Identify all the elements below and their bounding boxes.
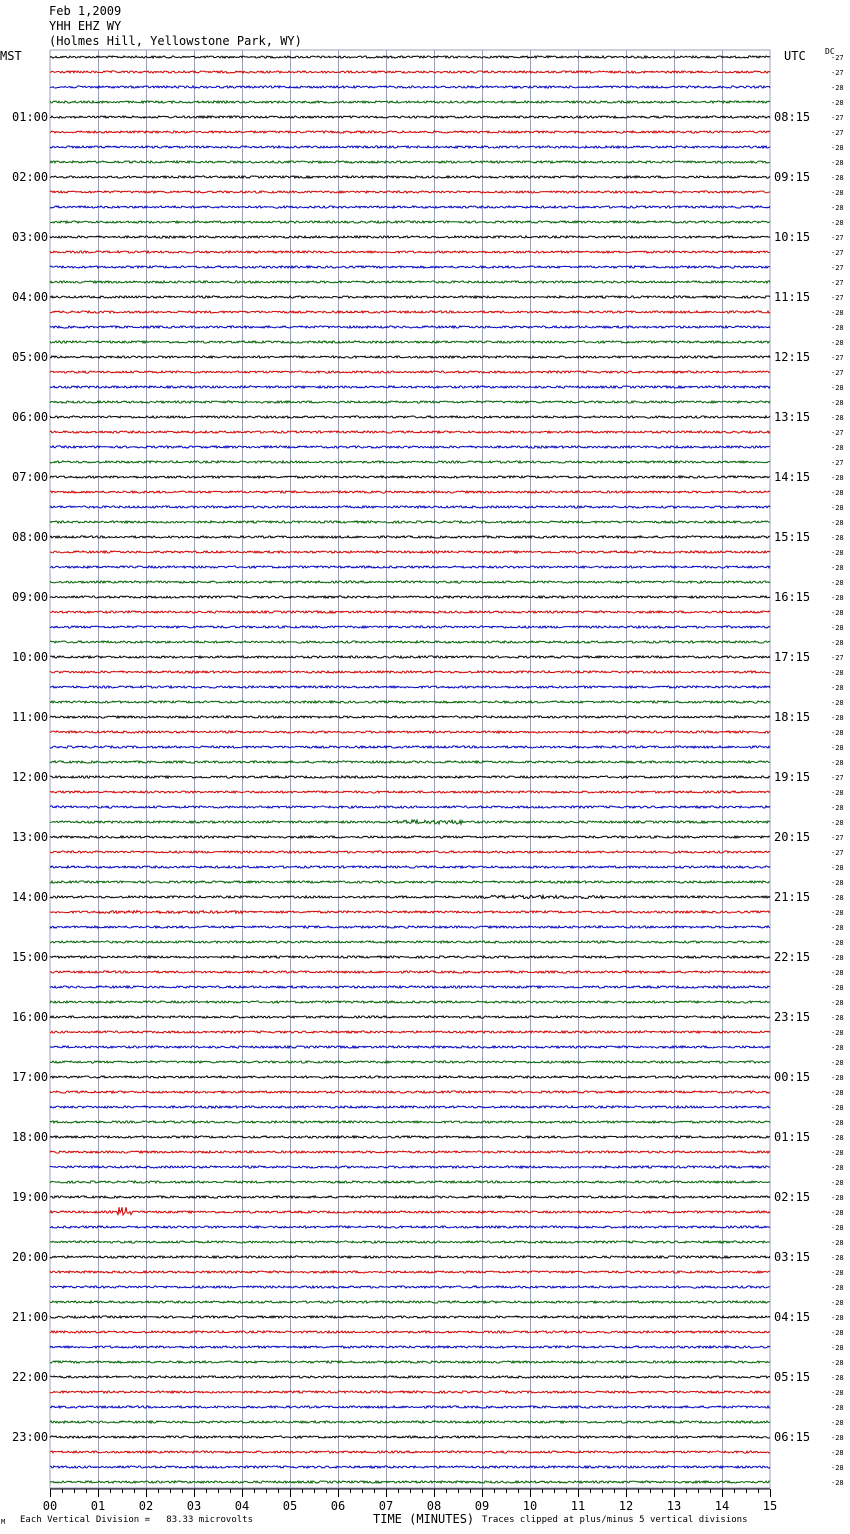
dc-offset-label: -28 (831, 759, 844, 767)
dc-offset-label: -28 (831, 324, 844, 332)
trace-line (50, 1226, 770, 1228)
dc-offset-label: -28 (831, 1464, 844, 1472)
dc-offset-label: -28 (831, 1344, 844, 1352)
trace-line (50, 311, 770, 313)
dc-offset-label: -28 (831, 384, 844, 392)
trace-line (50, 881, 770, 883)
dc-offset-label: -28 (831, 1419, 844, 1427)
dc-offset-label: -27 (831, 114, 844, 122)
dc-offset-label: -28 (831, 1254, 844, 1262)
dc-offset-label: -28 (831, 1119, 844, 1127)
trace-line (50, 656, 770, 658)
mst-hour-label: 10:00 (12, 650, 49, 664)
dc-offset-label: -27 (831, 849, 844, 857)
mst-hour-labels (12, 110, 48, 1444)
trace-line (50, 536, 770, 538)
dc-offset-label: -27 (831, 774, 844, 782)
dc-offset-label: -28 (831, 489, 844, 497)
dc-offset-label: -28 (831, 924, 844, 932)
x-tick-label: 11 (570, 1499, 586, 1513)
dc-offset-label: -28 (831, 1239, 844, 1247)
dc-offset-label: -28 (831, 474, 844, 482)
dc-offset-label: -28 (831, 594, 844, 602)
utc-hour-label: 19:15 (774, 770, 811, 784)
trace-line (50, 1256, 770, 1258)
x-tick-label: 14 (714, 1499, 730, 1513)
trace-line (50, 386, 770, 388)
trace-line (50, 146, 770, 148)
trace-line (50, 1106, 770, 1108)
trace-line (50, 281, 770, 283)
trace-line (50, 71, 770, 73)
trace-line (50, 1286, 770, 1288)
trace-line (50, 131, 770, 133)
dc-offset-label: -28 (831, 1224, 844, 1232)
dc-offset-label: -27 (831, 249, 844, 257)
dc-offset-label: -27 (831, 294, 844, 302)
trace-line (50, 1046, 770, 1048)
trace-line (50, 1121, 770, 1123)
mst-hour-label: 09:00 (12, 590, 49, 604)
dc-offset-label: -28 (831, 894, 844, 902)
dc-offset-label: -27 (831, 54, 844, 62)
dc-offset-label: -28 (831, 984, 844, 992)
trace-line (50, 836, 770, 838)
mst-hour-label: 13:00 (12, 830, 49, 844)
trace-line (50, 431, 770, 433)
mst-hour-label: 04:00 (12, 290, 49, 304)
dc-offset-label: -28 (831, 909, 844, 917)
dc-offset-label: -28 (831, 1404, 844, 1412)
dc-offset-label: -28 (831, 1194, 844, 1202)
dc-offset-label: -28 (831, 159, 844, 167)
trace-line (50, 1421, 770, 1423)
trace-line (50, 191, 770, 193)
mst-hour-label: 05:00 (12, 350, 49, 364)
dc-offset-label: -28 (831, 1029, 844, 1037)
dc-offset-label: -28 (831, 174, 844, 182)
trace-line (50, 1166, 770, 1168)
dc-offset-label: -28 (831, 789, 844, 797)
trace-line (50, 116, 770, 118)
utc-hour-label: 15:15 (774, 530, 811, 544)
trace-line (50, 266, 770, 268)
dc-offset-label: -28 (831, 1059, 844, 1067)
mst-hour-label: 08:00 (12, 530, 49, 544)
utc-hour-label: 09:15 (774, 170, 811, 184)
corner-mark: M (1, 1518, 6, 1526)
trace-line (50, 1451, 770, 1453)
dc-offset-label: -28 (831, 1299, 844, 1307)
trace-line (50, 416, 770, 418)
trace-line (50, 1361, 770, 1363)
dc-offset-label: -27 (831, 834, 844, 842)
x-tick-label: 04 (234, 1499, 250, 1513)
utc-hour-label: 13:15 (774, 410, 811, 424)
utc-hour-label: 14:15 (774, 470, 811, 484)
utc-hour-label: 20:15 (774, 830, 811, 844)
trace-line (50, 671, 770, 673)
dc-offset-label: -28 (831, 1374, 844, 1382)
trace-line (50, 521, 770, 523)
dc-offset-header: DC (825, 47, 835, 56)
dc-offset-label: -28 (831, 969, 844, 977)
dc-offset-label: -28 (831, 519, 844, 527)
mst-hour-label: 07:00 (12, 470, 49, 484)
trace-line (50, 221, 770, 223)
utc-hour-label: 00:15 (774, 1070, 811, 1084)
dc-offset-label: -27 (831, 234, 844, 242)
x-tick-label: 02 (138, 1499, 154, 1513)
trace-line (50, 506, 770, 508)
dc-offset-label: -28 (831, 204, 844, 212)
dc-offset-label: -28 (831, 444, 844, 452)
trace-line (50, 1031, 770, 1033)
trace-line (50, 1076, 770, 1078)
trace-line (50, 461, 770, 463)
trace-line (50, 296, 770, 298)
utc-hour-label: 01:15 (774, 1130, 811, 1144)
trace-line (50, 806, 770, 808)
station-code: YHH EHZ WY (49, 19, 122, 33)
trace-line (50, 1016, 770, 1018)
trace-line (50, 596, 770, 598)
utc-hour-label: 21:15 (774, 890, 811, 904)
trace-line (50, 1331, 770, 1333)
dc-offset-label: -28 (831, 219, 844, 227)
trace-line (50, 1481, 770, 1483)
dc-offset-label: -28 (831, 999, 844, 1007)
trace-line (50, 1376, 770, 1378)
mst-hour-label: 03:00 (12, 230, 49, 244)
trace-line (50, 101, 770, 103)
dc-offset-label: -28 (831, 954, 844, 962)
dc-offset-label: -27 (831, 279, 844, 287)
dc-offset-label: -28 (831, 714, 844, 722)
dc-offset-label: -28 (831, 879, 844, 887)
dc-offset-label: -28 (831, 1434, 844, 1442)
dc-offset-label: -28 (831, 564, 844, 572)
trace-line (50, 746, 770, 748)
mst-hour-label: 16:00 (12, 1010, 49, 1024)
dc-offset-label: -28 (831, 1044, 844, 1052)
trace-line (50, 956, 770, 958)
dc-offset-label: -28 (831, 1284, 844, 1292)
trace-line (50, 776, 770, 778)
trace-line (50, 1316, 770, 1318)
trace-line (50, 566, 770, 568)
dc-offset-label: -28 (831, 549, 844, 557)
trace-line (50, 236, 770, 238)
trace-line (50, 911, 770, 914)
trace-line (50, 701, 770, 703)
utc-hour-label: 08:15 (774, 110, 811, 124)
trace-line (50, 1436, 770, 1438)
trace-line (50, 356, 770, 358)
dc-offset-label: -28 (831, 84, 844, 92)
trace-line (50, 1151, 770, 1153)
utc-hour-labels (774, 110, 810, 1444)
dc-offset-label: -28 (831, 1329, 844, 1337)
dc-offset-label: -27 (831, 429, 844, 437)
dc-offset-label: -28 (831, 534, 844, 542)
dc-offset-label: -28 (831, 309, 844, 317)
mst-hour-label: 21:00 (12, 1310, 49, 1324)
left-timezone-label: MST (0, 49, 22, 63)
dc-offset-label: -27 (831, 264, 844, 272)
dc-offset-label: -28 (831, 1209, 844, 1217)
x-axis (43, 1489, 777, 1513)
trace-line (50, 1241, 770, 1243)
dc-offset-label: -28 (831, 1389, 844, 1397)
utc-hour-label: 11:15 (774, 290, 811, 304)
x-tick-label: 03 (186, 1499, 202, 1513)
dc-offset-label: -27 (831, 69, 844, 77)
dc-offset-label: -28 (831, 639, 844, 647)
dc-offset-label: -28 (831, 624, 844, 632)
trace-line (50, 176, 770, 178)
mst-hour-label: 12:00 (12, 770, 49, 784)
x-tick-label: 09 (474, 1499, 490, 1513)
trace-line (50, 761, 770, 763)
trace-line (50, 1346, 770, 1348)
dc-offset-label: -27 (831, 459, 844, 467)
dc-offset-labels (831, 54, 844, 1487)
mst-hour-label: 01:00 (12, 110, 49, 124)
dc-offset-label: -28 (831, 1179, 844, 1187)
utc-hour-label: 02:15 (774, 1190, 811, 1204)
trace-line (50, 1001, 770, 1003)
trace-line (50, 1207, 770, 1215)
dc-offset-label: -27 (831, 354, 844, 362)
dc-offset-label: -28 (831, 819, 844, 827)
x-tick-label: 10 (522, 1499, 538, 1513)
dc-offset-label: -28 (831, 1089, 844, 1097)
trace-line (50, 446, 770, 448)
plot-date: Feb 1,2009 (49, 4, 122, 18)
dc-offset-label: -28 (831, 504, 844, 512)
dc-offset-label: -28 (831, 1269, 844, 1277)
dc-offset-label: -28 (831, 804, 844, 812)
trace-line (50, 161, 770, 163)
dc-offset-label: -27 (831, 654, 844, 662)
mst-hour-label: 23:00 (12, 1430, 49, 1444)
trace-line (50, 971, 770, 973)
trace-line (50, 611, 770, 613)
trace-line (50, 1271, 770, 1273)
right-timezone-label: UTC (784, 49, 806, 63)
trace-line (50, 206, 770, 208)
mst-hour-label: 19:00 (12, 1190, 49, 1204)
trace-line (50, 341, 770, 343)
utc-hour-label: 06:15 (774, 1430, 811, 1444)
x-tick-label: 00 (42, 1499, 58, 1513)
dc-offset-label: -28 (831, 669, 844, 677)
trace-line (50, 1406, 770, 1408)
trace-line (50, 641, 770, 643)
dc-offset-label: -28 (831, 1074, 844, 1082)
dc-offset-label: -27 (831, 369, 844, 377)
dc-offset-label: -28 (831, 699, 844, 707)
dc-offset-label: -28 (831, 609, 844, 617)
x-tick-label: 05 (282, 1499, 298, 1513)
trace-line (50, 1136, 770, 1138)
trace-line (50, 1091, 770, 1093)
dc-offset-label: -28 (831, 684, 844, 692)
utc-hour-label: 16:15 (774, 590, 811, 604)
trace-line (50, 941, 770, 943)
dc-offset-label: -28 (831, 1449, 844, 1457)
trace-line (50, 716, 770, 718)
x-tick-label: 01 (90, 1499, 106, 1513)
dc-offset-label: -28 (831, 99, 844, 107)
mst-hour-label: 14:00 (12, 890, 49, 904)
scale-note: Each Vertical Division = 83.33 microvolts (20, 1515, 253, 1525)
x-tick-label: 08 (426, 1499, 442, 1513)
utc-hour-label: 12:15 (774, 350, 811, 364)
trace-line (50, 1181, 770, 1183)
station-location: (Holmes Hill, Yellowstone Park, WY) (49, 34, 302, 48)
trace-line (50, 986, 770, 988)
dc-offset-label: -28 (831, 1359, 844, 1367)
trace-line (50, 866, 770, 868)
trace-line (50, 371, 770, 373)
mst-hour-label: 20:00 (12, 1250, 49, 1264)
x-axis-title: TIME (MINUTES) (373, 1512, 475, 1526)
trace-line (50, 895, 770, 898)
dc-offset-label: -28 (831, 729, 844, 737)
trace-line (50, 551, 770, 553)
trace-line (50, 86, 770, 88)
dc-offset-label: -28 (831, 1104, 844, 1112)
trace-line (50, 251, 770, 253)
dc-offset-label: -28 (831, 1134, 844, 1142)
x-tick-label: 12 (618, 1499, 634, 1513)
trace-line (50, 791, 770, 793)
trace-line (50, 851, 770, 853)
trace-line (50, 326, 770, 328)
trace-line (50, 731, 770, 733)
utc-hour-label: 03:15 (774, 1250, 811, 1264)
mst-hour-label: 06:00 (12, 410, 49, 424)
trace-line (50, 1196, 770, 1198)
trace-line (50, 626, 770, 628)
trace-line (50, 56, 770, 58)
x-tick-label: 15 (762, 1499, 778, 1513)
x-tick-label: 06 (330, 1499, 346, 1513)
mst-hour-label: 17:00 (12, 1070, 49, 1084)
mst-hour-label: 18:00 (12, 1130, 49, 1144)
mst-hour-label: 02:00 (12, 170, 49, 184)
utc-hour-label: 22:15 (774, 950, 811, 964)
dc-offset-label: -27 (831, 129, 844, 137)
dc-offset-label: -28 (831, 864, 844, 872)
dc-offset-label: -28 (831, 1149, 844, 1157)
trace-line (50, 1301, 770, 1303)
dc-offset-label: -28 (831, 744, 844, 752)
x-tick-label: 07 (378, 1499, 394, 1513)
utc-hour-label: 23:15 (774, 1010, 811, 1024)
trace-line (50, 1466, 770, 1468)
dc-offset-label: -28 (831, 579, 844, 587)
dc-offset-label: -28 (831, 1164, 844, 1172)
x-tick-label: 13 (666, 1499, 682, 1513)
trace-line (50, 491, 770, 493)
dc-offset-label: -28 (831, 399, 844, 407)
clip-note: Traces clipped at plus/minus 5 vertical divisions (482, 1515, 748, 1525)
trace-line (50, 820, 770, 824)
trace-line (50, 401, 770, 403)
trace-line (50, 1391, 770, 1393)
trace-line (50, 686, 770, 688)
utc-hour-label: 05:15 (774, 1370, 811, 1384)
trace-line (50, 1061, 770, 1063)
dc-offset-label: -28 (831, 339, 844, 347)
dc-offset-label: -28 (831, 1314, 844, 1322)
mst-hour-label: 11:00 (12, 710, 49, 724)
dc-offset-label: -28 (831, 189, 844, 197)
trace-line (50, 581, 770, 583)
dc-offset-label: -28 (831, 1479, 844, 1487)
seismic-traces (50, 56, 770, 1483)
dc-offset-label: -28 (831, 144, 844, 152)
trace-line (50, 926, 770, 928)
dc-offset-label: -28 (831, 414, 844, 422)
mst-hour-label: 22:00 (12, 1370, 49, 1384)
utc-hour-label: 18:15 (774, 710, 811, 724)
utc-hour-label: 10:15 (774, 230, 811, 244)
utc-hour-label: 04:15 (774, 1310, 811, 1324)
dc-offset-label: -28 (831, 939, 844, 947)
dc-offset-label: -28 (831, 1014, 844, 1022)
trace-line (50, 476, 770, 478)
utc-hour-label: 17:15 (774, 650, 811, 664)
mst-hour-label: 15:00 (12, 950, 49, 964)
